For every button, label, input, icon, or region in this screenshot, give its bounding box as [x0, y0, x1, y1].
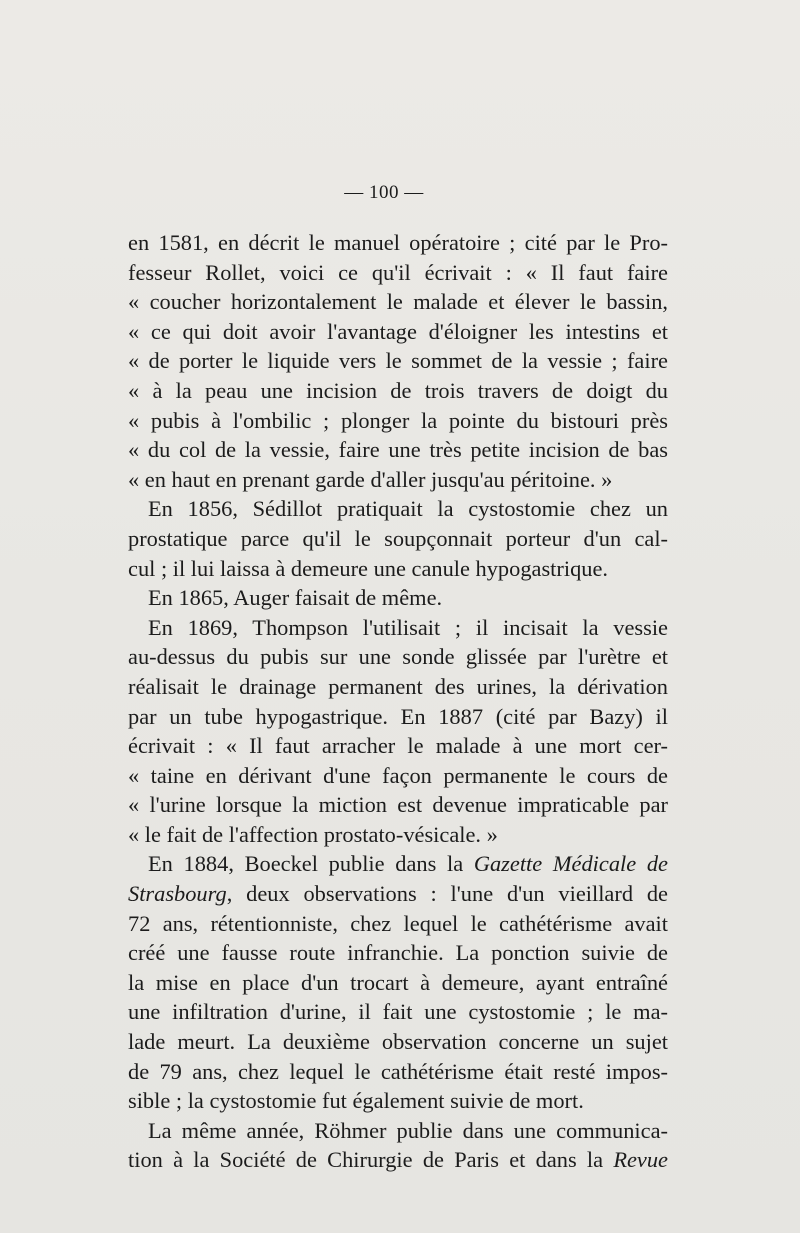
text-line: « le fait de l'affection prostato-vésicale. »	[128, 821, 498, 847]
text-line: « taine en dérivant d'une façon permanente le cours de	[128, 762, 668, 788]
journal-title: Revue	[613, 1147, 668, 1173]
text-line: « en haut en prenant garde d'aller jusqu'au péritoine. »	[128, 466, 613, 492]
text-line: 72 ans, rétentionniste, chez lequel le cathétérisme avait	[128, 910, 668, 936]
journal-title: Gazette Médicale de	[473, 851, 668, 877]
body-text	[128, 228, 668, 1175]
text-line: écrivait : « Il faut arracher le malade à une mort cer-	[128, 733, 668, 759]
text-line: prostatique parce qu'il le soupçonnait porteur d'un cal-	[128, 525, 668, 551]
text-line: « à la peau une incision de trois travers de doigt du	[128, 377, 668, 403]
text-line: « de porter le liquide vers le sommet de la vessie ; faire	[128, 348, 668, 374]
text-run: En 1884, Boeckel publie dans la	[148, 851, 474, 877]
text-line: créé une fausse route infranchie. La ponction suivie de	[128, 940, 668, 966]
text-line	[128, 849, 668, 879]
text-line: une infiltration d'urine, il fait une cystostomie ; le ma-	[128, 999, 668, 1025]
text-line: cul ; il lui laissa à demeure une canule hypogastrique.	[128, 555, 608, 581]
text-line: réalisait le drainage permanent des urines, la dérivation	[128, 673, 668, 699]
text-line: « du col de la vessie, faire une très petite incision de bas	[128, 437, 668, 463]
text-line: « pubis à l'ombilic ; plonger la pointe du bistouri près	[128, 407, 668, 433]
text-run: , deux observations : l'une d'un vieillard de	[226, 881, 668, 907]
text-line: La même année, Röhmer publie dans une communica-	[148, 1117, 668, 1143]
text-line: « coucher horizontalement le malade et élever le bassin,	[128, 289, 668, 315]
text-line: En 1869, Thompson l'utilisait ; il incisait la vessie	[148, 614, 668, 640]
text-line: lade meurt. La deuxième observation concerne un sujet	[128, 1029, 668, 1055]
journal-title: Strasbourg	[128, 881, 227, 907]
text-line: par un tube hypogastrique. En 1887 (cité par Bazy) il	[128, 703, 668, 729]
text-line: « ce qui doit avoir l'avantage d'éloigner les intestins et	[128, 318, 668, 344]
text-line: la mise en place d'un trocart à demeure, ayant entraîné	[128, 969, 668, 995]
text-line: en 1581, en décrit le manuel opératoire ; cité par le Pro-	[128, 230, 668, 255]
text-line: fesseur Rollet, voici ce qu'il écrivait : « Il faut faire	[128, 259, 668, 285]
text-line	[128, 879, 668, 909]
text-line: de 79 ans, chez lequel le cathétérisme était resté impos-	[128, 1058, 668, 1084]
page-number: — 100 —	[344, 182, 424, 203]
text-line: En 1865, Auger faisait de même.	[148, 585, 443, 611]
text-line: En 1856, Sédillot pratiquait la cystostomie chez un	[148, 496, 668, 522]
text-line: au-dessus du pubis sur une sonde glissée par l'urètre et	[128, 644, 668, 670]
text-line: sible ; la cystostomie fut également suivie de mort.	[128, 1088, 584, 1114]
text-run: tion à la Société de Chirurgie de Paris et dans la	[128, 1147, 614, 1173]
text-line	[128, 1145, 668, 1175]
text-line: « l'urine lorsque la miction est devenue impraticable par	[128, 792, 668, 818]
